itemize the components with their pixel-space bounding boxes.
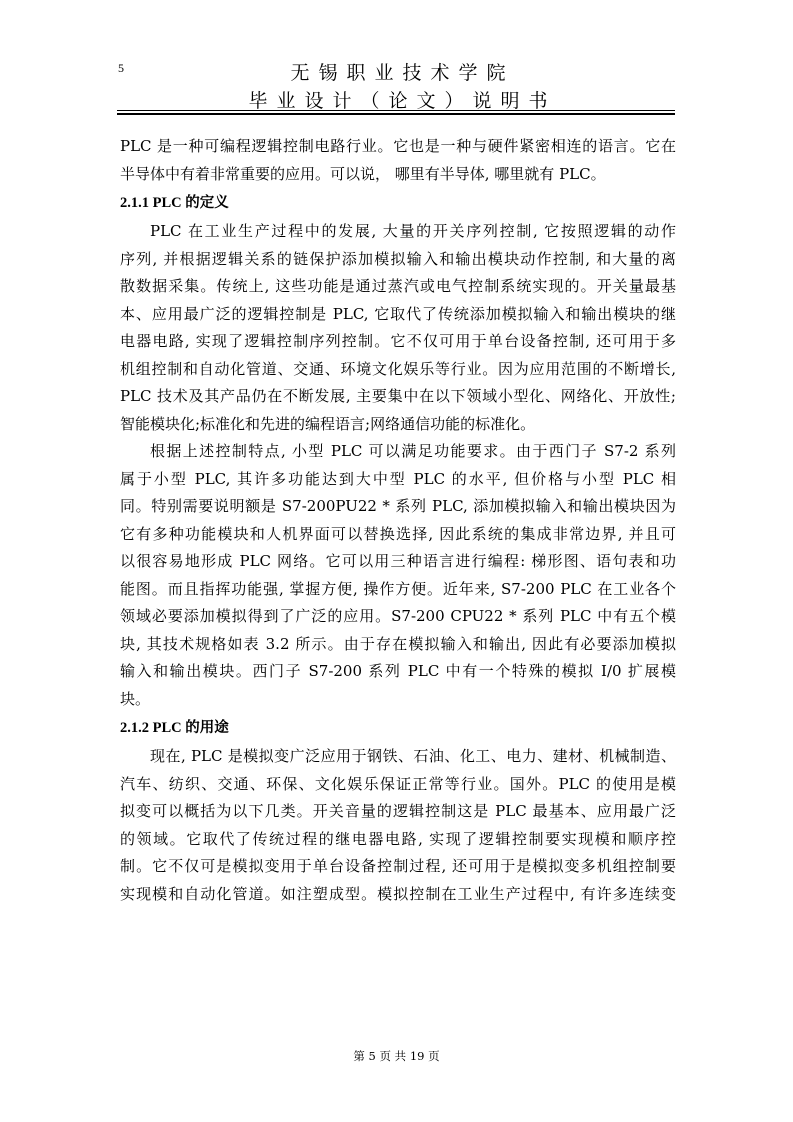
paragraph-line: 根据上述控制特点, 小型 PLC 可以满足功能要求。由于西门子 S7-2 系列 bbox=[150, 442, 676, 460]
header-document-type: 毕业设计（论文）说明书 bbox=[248, 90, 557, 112]
paragraph-line: 的领域。它取代了传统过程的继电器电路, 实现了逻辑控制要实现模和顺序控 bbox=[120, 829, 676, 848]
paragraph-line: 属于小型 PLC, 其许多功能达到大中型 PLC 的水平, 但价格与小型 PLC 相 bbox=[120, 469, 676, 488]
paragraph-line: PLC 技术及其产品仍在不断发展, 主要集中在以下领域小型化、网络化、开放性; bbox=[120, 387, 676, 405]
paragraph-line: 输入和输出模块。西门子 S7-200 系列 PLC 中有一个特殊的模拟 I/0 扩展模 bbox=[120, 662, 676, 680]
paragraph-line: 块, 其技术规格如表 3.2 所示。由于存在模拟输入和输出, 因此有必要添加模拟 bbox=[120, 634, 676, 653]
paragraph-line: 领域必要添加模拟得到了广泛的应用。S7-200 CPU22 * 系列 PLC 中有五个模 bbox=[120, 607, 676, 625]
header-institution: 无锡职业技术学院 bbox=[290, 62, 515, 84]
paragraph-line: 智能模块化;标准化和先进的编程语言;网络通信功能的标准化。 bbox=[120, 414, 536, 433]
paragraph-line: 同。特别需要说明额是 S7-200PU22 * 系列 PLC, 添加模拟输入和输出模块因为 bbox=[120, 497, 676, 515]
footer-page-label: 第 5 页 共 19 页 bbox=[353, 1049, 440, 1063]
paragraph-line: 序列, 并根据逻辑关系的链保护添加模拟输入和输出模块动作控制, 和大量的离 bbox=[120, 249, 676, 268]
paragraph-line: 拟变可以概括为以下几类。开关音量的逻辑控制这是 PLC 最基本、应用最广泛 bbox=[120, 802, 676, 820]
paragraph-line: 汽车、纺织、交通、环保、文化娱乐保证正常等行业。国外。PLC 的使用是模 bbox=[120, 774, 676, 793]
paragraph-line: 它有多种功能模块和人机界面可以替换选择, 因此系统的集成非常边界, 并且可 bbox=[120, 524, 676, 543]
paragraph-line: PLC 是一种可编程逻辑控制电路行业。它也是一种与硬件紧密相连的语言。它在 bbox=[120, 137, 676, 155]
header-rule-thin bbox=[117, 110, 675, 111]
paragraph-line: 现在, PLC 是模拟变广泛应用于钢铁、石油、化工、电力、建材、机械制造、 bbox=[150, 747, 676, 765]
section-heading: 2.1.2 PLC 的用途 bbox=[120, 720, 229, 736]
document-body bbox=[120, 133, 676, 908]
paragraph-line: 半导体中有着非常重要的应用。可以说， 哪里有半导体, 哪里就有 PLC。 bbox=[120, 164, 606, 183]
paragraph-line: 本、应用最广泛的逻辑控制是 PLC, 它取代了传统添加模拟输入和输出模块的继 bbox=[120, 304, 676, 323]
paragraph-line: 能图。而且指挥功能强, 掌握方便, 操作方便。近年来, S7-200 PLC 在工业各个 bbox=[120, 579, 676, 598]
paragraph-line: 制。它不仅可是模拟变用于单台设备控制过程, 还可用于是模拟变多机组控制要 bbox=[120, 857, 676, 875]
paragraph-line: 电器电路, 实现了逻辑控制序列控制。它不仅可用于单台设备控制, 还可用于多 bbox=[120, 332, 676, 350]
header-rule-thick bbox=[117, 113, 675, 115]
header-page-number: 5 bbox=[118, 61, 124, 75]
section-heading: 2.1.1 PLC 的定义 bbox=[120, 195, 229, 211]
paragraph-line: 块。 bbox=[120, 689, 151, 708]
paragraph-line: 实现模和自动化管道。如注塑成型。模拟控制在工业生产过程中, 有许多连续变 bbox=[120, 884, 676, 903]
paragraph-line: 机组控制和自动化管道、交通、环境文化娱乐等行业。因为应用范围的不断增长, bbox=[120, 359, 676, 378]
paragraph-line: 以很容易地形成 PLC 网络。它可以用三种语言进行编程: 梯形图、语句表和功 bbox=[120, 552, 676, 570]
paragraph-line: 散数据采集。传统上, 这些功能是通过蒸汽或电气控制系统实现的。开关量最基 bbox=[120, 277, 676, 295]
paragraph-line: PLC 在工业生产过程中的发展, 大量的开关序列控制, 它按照逻辑的动作 bbox=[150, 222, 676, 240]
